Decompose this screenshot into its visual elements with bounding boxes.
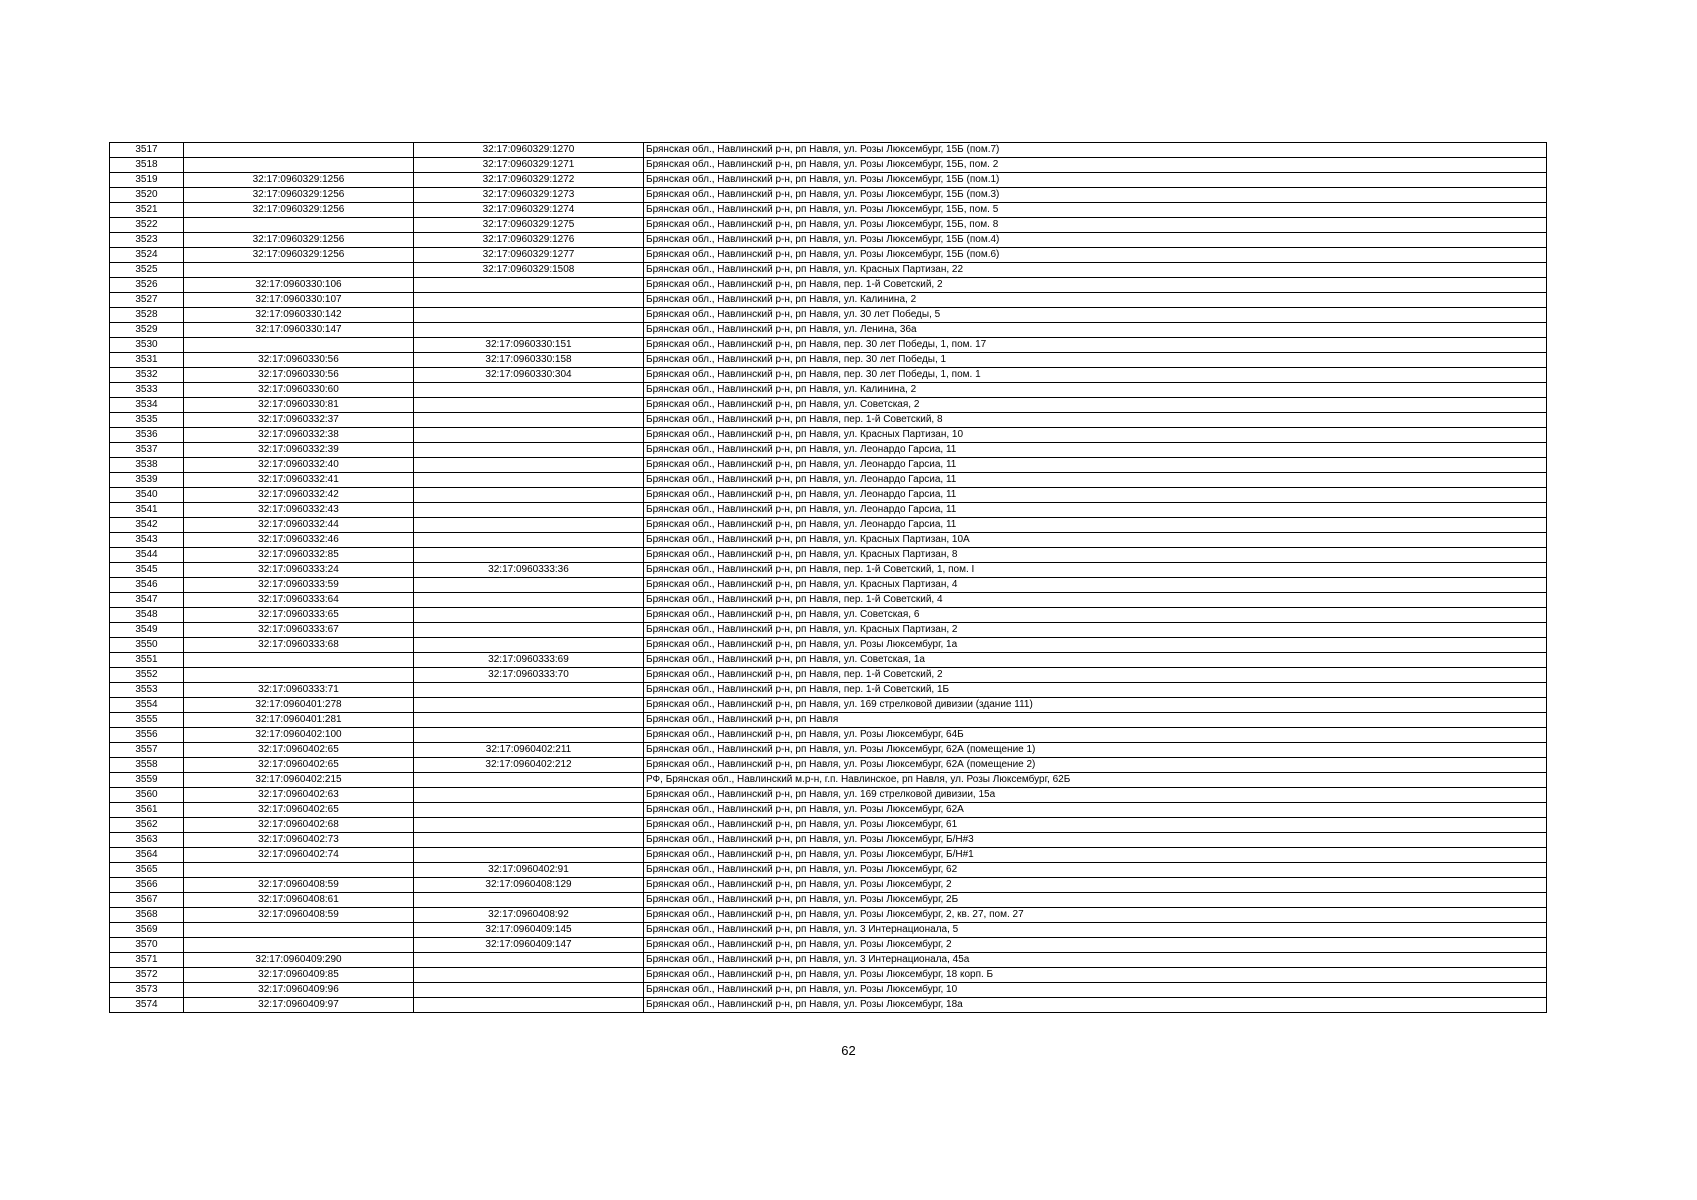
row-number-cell: 3558	[110, 758, 184, 773]
table-row	[110, 233, 1547, 248]
row-number-cell: 3560	[110, 788, 184, 803]
building-cadastral-number-cell: 32:17:0960333:69	[414, 653, 644, 668]
address-cell: Брянская обл., Навлинский р-н, рп Навля, ул. 3 Интернационала, 5	[644, 923, 1547, 938]
table-row	[110, 293, 1547, 308]
land-cadastral-number-cell: 32:17:0960332:42	[184, 488, 414, 503]
land-cadastral-number-cell: 32:17:0960402:73	[184, 833, 414, 848]
table-row	[110, 308, 1547, 323]
table-row	[110, 593, 1547, 608]
building-cadastral-number-cell: 32:17:0960402:212	[414, 758, 644, 773]
table-row	[110, 833, 1547, 848]
row-number-cell: 3519	[110, 173, 184, 188]
building-cadastral-number-cell	[414, 818, 644, 833]
row-number-cell: 3556	[110, 728, 184, 743]
address-cell: Брянская обл., Навлинский р-н, рп Навля, ул. Розы Люксембург, 18а	[644, 998, 1547, 1013]
building-cadastral-number-cell	[414, 833, 644, 848]
building-cadastral-number-cell	[414, 443, 644, 458]
row-number-cell: 3563	[110, 833, 184, 848]
building-cadastral-number-cell	[414, 413, 644, 428]
building-cadastral-number-cell	[414, 518, 644, 533]
land-cadastral-number-cell: 32:17:0960408:59	[184, 878, 414, 893]
address-cell: Брянская обл., Навлинский р-н, рп Навля, ул. Розы Люксембург, 62А (помещение 1)	[644, 743, 1547, 758]
building-cadastral-number-cell: 32:17:0960409:147	[414, 938, 644, 953]
table-row	[110, 473, 1547, 488]
address-cell: Брянская обл., Навлинский р-н, рп Навля, ул. Розы Люксембург, 1а	[644, 638, 1547, 653]
address-cell: Брянская обл., Навлинский р-н, рп Навля, ул. Леонардо Гарсиа, 11	[644, 503, 1547, 518]
row-number-cell: 3553	[110, 683, 184, 698]
table-row	[110, 878, 1547, 893]
table-row	[110, 668, 1547, 683]
building-cadastral-number-cell	[414, 383, 644, 398]
building-cadastral-number-cell: 32:17:0960329:1275	[414, 218, 644, 233]
building-cadastral-number-cell: 32:17:0960329:1274	[414, 203, 644, 218]
table-row	[110, 563, 1547, 578]
land-cadastral-number-cell	[184, 863, 414, 878]
table-row	[110, 698, 1547, 713]
land-cadastral-number-cell: 32:17:0960330:56	[184, 353, 414, 368]
address-cell: Брянская обл., Навлинский р-н, рп Навля, ул. Ленина, 36а	[644, 323, 1547, 338]
land-cadastral-number-cell: 32:17:0960329:1256	[184, 248, 414, 263]
address-cell: Брянская обл., Навлинский р-н, рп Навля, ул. 30 лет Победы, 5	[644, 308, 1547, 323]
address-cell: Брянская обл., Навлинский р-н, рп Навля, ул. Розы Люксембург, 15Б (пом.1)	[644, 173, 1547, 188]
row-number-cell: 3524	[110, 248, 184, 263]
row-number-cell: 3554	[110, 698, 184, 713]
table-row	[110, 623, 1547, 638]
table-row	[110, 728, 1547, 743]
row-number-cell: 3536	[110, 428, 184, 443]
row-number-cell: 3540	[110, 488, 184, 503]
row-number-cell: 3521	[110, 203, 184, 218]
address-cell: Брянская обл., Навлинский р-н, рп Навля, пер. 30 лет Победы, 1, пом. 1	[644, 368, 1547, 383]
address-cell: Брянская обл., Навлинский р-н, рп Навля, ул. Красных Партизан, 10	[644, 428, 1547, 443]
row-number-cell: 3547	[110, 593, 184, 608]
table-row	[110, 953, 1547, 968]
land-cadastral-number-cell: 32:17:0960408:61	[184, 893, 414, 908]
address-cell: Брянская обл., Навлинский р-н, рп Навля, пер. 30 лет Победы, 1	[644, 353, 1547, 368]
table-row	[110, 758, 1547, 773]
row-number-cell: 3520	[110, 188, 184, 203]
building-cadastral-number-cell: 32:17:0960330:158	[414, 353, 644, 368]
address-cell: Брянская обл., Навлинский р-н, рп Навля, пер. 1-й Советский, 8	[644, 413, 1547, 428]
building-cadastral-number-cell	[414, 713, 644, 728]
table-row	[110, 338, 1547, 353]
address-cell: Брянская обл., Навлинский р-н, рп Навля, пер. 1-й Советский, 2	[644, 278, 1547, 293]
building-cadastral-number-cell	[414, 398, 644, 413]
row-number-cell: 3541	[110, 503, 184, 518]
address-cell: Брянская обл., Навлинский р-н, рп Навля, ул. 169 стрелковой дивизии, 15а	[644, 788, 1547, 803]
table-row	[110, 533, 1547, 548]
building-cadastral-number-cell	[414, 638, 644, 653]
table-row	[110, 383, 1547, 398]
row-number-cell: 3525	[110, 263, 184, 278]
table-row	[110, 323, 1547, 338]
address-cell: Брянская обл., Навлинский р-н, рп Навля, ул. Красных Партизан, 10А	[644, 533, 1547, 548]
row-number-cell: 3552	[110, 668, 184, 683]
address-cell: Брянская обл., Навлинский р-н, рп Навля, ул. Советская, 1а	[644, 653, 1547, 668]
land-cadastral-number-cell: 32:17:0960408:59	[184, 908, 414, 923]
land-cadastral-number-cell: 32:17:0960401:278	[184, 698, 414, 713]
table-row	[110, 413, 1547, 428]
land-cadastral-number-cell: 32:17:0960329:1256	[184, 173, 414, 188]
row-number-cell: 3573	[110, 983, 184, 998]
address-cell: Брянская обл., Навлинский р-н, рп Навля, ул. Розы Люксембург, 62А	[644, 803, 1547, 818]
land-cadastral-number-cell: 32:17:0960333:71	[184, 683, 414, 698]
land-cadastral-number-cell: 32:17:0960329:1256	[184, 203, 414, 218]
row-number-cell: 3548	[110, 608, 184, 623]
building-cadastral-number-cell	[414, 458, 644, 473]
building-cadastral-number-cell	[414, 473, 644, 488]
table-row	[110, 143, 1547, 158]
building-cadastral-number-cell: 32:17:0960329:1271	[414, 158, 644, 173]
address-cell: Брянская обл., Навлинский р-н, рп Навля, ул. Розы Люксембург, 2, кв. 27, пом. 27	[644, 908, 1547, 923]
table-row	[110, 353, 1547, 368]
land-cadastral-number-cell: 32:17:0960329:1256	[184, 188, 414, 203]
land-cadastral-number-cell: 32:17:0960333:59	[184, 578, 414, 593]
row-number-cell: 3549	[110, 623, 184, 638]
table-row	[110, 848, 1547, 863]
building-cadastral-number-cell: 32:17:0960329:1272	[414, 173, 644, 188]
building-cadastral-number-cell	[414, 488, 644, 503]
address-cell: Брянская обл., Навлинский р-н, рп Навля, ул. Советская, 6	[644, 608, 1547, 623]
land-cadastral-number-cell	[184, 263, 414, 278]
table-row	[110, 503, 1547, 518]
building-cadastral-number-cell: 32:17:0960329:1277	[414, 248, 644, 263]
building-cadastral-number-cell	[414, 728, 644, 743]
registry-table	[109, 142, 1547, 1013]
address-cell: Брянская обл., Навлинский р-н, рп Навля, ул. Леонардо Гарсиа, 11	[644, 488, 1547, 503]
building-cadastral-number-cell	[414, 698, 644, 713]
land-cadastral-number-cell	[184, 653, 414, 668]
address-cell: Брянская обл., Навлинский р-н, рп Навля, ул. Красных Партизан, 2	[644, 623, 1547, 638]
address-cell: Брянская обл., Навлинский р-н, рп Навля, ул. Розы Люксембург, 62	[644, 863, 1547, 878]
building-cadastral-number-cell	[414, 848, 644, 863]
land-cadastral-number-cell: 32:17:0960402:65	[184, 803, 414, 818]
row-number-cell: 3566	[110, 878, 184, 893]
land-cadastral-number-cell: 32:17:0960402:63	[184, 788, 414, 803]
address-cell: Брянская обл., Навлинский р-н, рп Навля, пер. 1-й Советский, 1Б	[644, 683, 1547, 698]
building-cadastral-number-cell	[414, 773, 644, 788]
land-cadastral-number-cell: 32:17:0960332:37	[184, 413, 414, 428]
land-cadastral-number-cell: 32:17:0960329:1256	[184, 233, 414, 248]
land-cadastral-number-cell: 32:17:0960330:81	[184, 398, 414, 413]
address-cell: Брянская обл., Навлинский р-н, рп Навля, ул. Розы Люксембург, 15Б (пом.7)	[644, 143, 1547, 158]
land-cadastral-number-cell: 32:17:0960409:85	[184, 968, 414, 983]
address-cell: Брянская обл., Навлинский р-н, рп Навля, ул. Красных Партизан, 8	[644, 548, 1547, 563]
address-cell: Брянская обл., Навлинский р-н, рп Навля, ул. Красных Партизан, 4	[644, 578, 1547, 593]
row-number-cell: 3542	[110, 518, 184, 533]
land-cadastral-number-cell: 32:17:0960332:43	[184, 503, 414, 518]
building-cadastral-number-cell	[414, 578, 644, 593]
address-cell: Брянская обл., Навлинский р-н, рп Навля, ул. Розы Люксембург, Б/Н#1	[644, 848, 1547, 863]
building-cadastral-number-cell: 32:17:0960408:92	[414, 908, 644, 923]
land-cadastral-number-cell	[184, 938, 414, 953]
address-cell: Брянская обл., Навлинский р-н, рп Навля, ул. Розы Люксембург, 62А (помещение 2)	[644, 758, 1547, 773]
building-cadastral-number-cell	[414, 428, 644, 443]
row-number-cell: 3532	[110, 368, 184, 383]
table-row	[110, 638, 1547, 653]
land-cadastral-number-cell	[184, 143, 414, 158]
land-cadastral-number-cell: 32:17:0960402:65	[184, 758, 414, 773]
building-cadastral-number-cell: 32:17:0960329:1276	[414, 233, 644, 248]
row-number-cell: 3538	[110, 458, 184, 473]
address-cell: Брянская обл., Навлинский р-н, рп Навля, ул. Советская, 2	[644, 398, 1547, 413]
building-cadastral-number-cell	[414, 278, 644, 293]
row-number-cell: 3537	[110, 443, 184, 458]
land-cadastral-number-cell: 32:17:0960402:74	[184, 848, 414, 863]
building-cadastral-number-cell	[414, 683, 644, 698]
land-cadastral-number-cell	[184, 338, 414, 353]
table-row	[110, 428, 1547, 443]
row-number-cell: 3544	[110, 548, 184, 563]
table-row	[110, 218, 1547, 233]
address-cell: Брянская обл., Навлинский р-н, рп Навля, ул. Розы Люксембург, 15Б, пом. 5	[644, 203, 1547, 218]
address-cell: Брянская обл., Навлинский р-н, рп Навля, ул. 169 стрелковой дивизии (здание 111)	[644, 698, 1547, 713]
address-cell: Брянская обл., Навлинский р-н, рп Навля, ул. Калинина, 2	[644, 383, 1547, 398]
table-row	[110, 248, 1547, 263]
address-cell: Брянская обл., Навлинский р-н, рп Навля, ул. Розы Люксембург, 15Б (пом.6)	[644, 248, 1547, 263]
building-cadastral-number-cell	[414, 953, 644, 968]
address-cell: Брянская обл., Навлинский р-н, рп Навля, ул. Леонардо Гарсиа, 11	[644, 458, 1547, 473]
table-row	[110, 458, 1547, 473]
land-cadastral-number-cell: 32:17:0960332:44	[184, 518, 414, 533]
land-cadastral-number-cell: 32:17:0960333:24	[184, 563, 414, 578]
table-row	[110, 548, 1547, 563]
table-row	[110, 578, 1547, 593]
table-row	[110, 398, 1547, 413]
building-cadastral-number-cell: 32:17:0960333:70	[414, 668, 644, 683]
row-number-cell: 3527	[110, 293, 184, 308]
building-cadastral-number-cell	[414, 983, 644, 998]
address-cell: Брянская обл., Навлинский р-н, рп Навля, ул. Розы Люксембург, 2Б	[644, 893, 1547, 908]
building-cadastral-number-cell	[414, 308, 644, 323]
address-cell: Брянская обл., Навлинский р-н, рп Навля, ул. Розы Люксембург, 2	[644, 938, 1547, 953]
building-cadastral-number-cell	[414, 533, 644, 548]
address-cell: Брянская обл., Навлинский р-н, рп Навля, ул. Розы Люксембург, 18 корп. Б	[644, 968, 1547, 983]
land-cadastral-number-cell: 32:17:0960402:100	[184, 728, 414, 743]
land-cadastral-number-cell: 32:17:0960330:142	[184, 308, 414, 323]
land-cadastral-number-cell: 32:17:0960402:215	[184, 773, 414, 788]
row-number-cell: 3564	[110, 848, 184, 863]
table-row	[110, 743, 1547, 758]
land-cadastral-number-cell: 32:17:0960333:65	[184, 608, 414, 623]
land-cadastral-number-cell	[184, 158, 414, 173]
building-cadastral-number-cell: 32:17:0960330:304	[414, 368, 644, 383]
table-row	[110, 158, 1547, 173]
land-cadastral-number-cell: 32:17:0960332:38	[184, 428, 414, 443]
building-cadastral-number-cell: 32:17:0960408:129	[414, 878, 644, 893]
row-number-cell: 3557	[110, 743, 184, 758]
address-cell: Брянская обл., Навлинский р-н, рп Навля, пер. 1-й Советский, 4	[644, 593, 1547, 608]
building-cadastral-number-cell	[414, 503, 644, 518]
table-row	[110, 278, 1547, 293]
land-cadastral-number-cell: 32:17:0960402:68	[184, 818, 414, 833]
table-row	[110, 518, 1547, 533]
land-cadastral-number-cell: 32:17:0960409:96	[184, 983, 414, 998]
land-cadastral-number-cell: 32:17:0960330:60	[184, 383, 414, 398]
land-cadastral-number-cell: 32:17:0960332:39	[184, 443, 414, 458]
building-cadastral-number-cell: 32:17:0960330:151	[414, 338, 644, 353]
row-number-cell: 3550	[110, 638, 184, 653]
row-number-cell: 3559	[110, 773, 184, 788]
land-cadastral-number-cell: 32:17:0960401:281	[184, 713, 414, 728]
address-cell: Брянская обл., Навлинский р-н, рп Навля, ул. Красных Партизан, 22	[644, 263, 1547, 278]
table-row	[110, 938, 1547, 953]
address-cell: Брянская обл., Навлинский р-н, рп Навля, пер. 1-й Советский, 1, пом. I	[644, 563, 1547, 578]
row-number-cell: 3526	[110, 278, 184, 293]
land-cadastral-number-cell: 32:17:0960409:97	[184, 998, 414, 1013]
land-cadastral-number-cell: 32:17:0960332:41	[184, 473, 414, 488]
address-cell: Брянская обл., Навлинский р-н, рп Навля, ул. Розы Люксембург, 64Б	[644, 728, 1547, 743]
building-cadastral-number-cell	[414, 968, 644, 983]
table-row	[110, 203, 1547, 218]
table-row	[110, 893, 1547, 908]
address-cell: Брянская обл., Навлинский р-н, рп Навля, ул. Розы Люксембург, 15Б (пом.3)	[644, 188, 1547, 203]
land-cadastral-number-cell: 32:17:0960332:40	[184, 458, 414, 473]
building-cadastral-number-cell	[414, 293, 644, 308]
address-cell: Брянская обл., Навлинский р-н, рп Навля, ул. Розы Люксембург, 15Б (пом.4)	[644, 233, 1547, 248]
address-cell: Брянская обл., Навлинский р-н, рп Навля, пер. 1-й Советский, 2	[644, 668, 1547, 683]
row-number-cell: 3572	[110, 968, 184, 983]
page-number: 62	[841, 1043, 856, 1058]
table-row	[110, 173, 1547, 188]
row-number-cell: 3565	[110, 863, 184, 878]
building-cadastral-number-cell: 32:17:0960329:1270	[414, 143, 644, 158]
table-row	[110, 653, 1547, 668]
building-cadastral-number-cell	[414, 803, 644, 818]
building-cadastral-number-cell: 32:17:0960402:91	[414, 863, 644, 878]
address-cell: Брянская обл., Навлинский р-н, рп Навля, ул. Леонардо Гарсиа, 11	[644, 443, 1547, 458]
row-number-cell: 3561	[110, 803, 184, 818]
row-number-cell: 3569	[110, 923, 184, 938]
row-number-cell: 3551	[110, 653, 184, 668]
building-cadastral-number-cell	[414, 998, 644, 1013]
row-number-cell: 3529	[110, 323, 184, 338]
address-cell: Брянская обл., Навлинский р-н, рп Навля, пер. 30 лет Победы, 1, пом. 17	[644, 338, 1547, 353]
table-row	[110, 818, 1547, 833]
land-cadastral-number-cell: 32:17:0960330:106	[184, 278, 414, 293]
address-cell: Брянская обл., Навлинский р-н, рп Навля, ул. Леонардо Гарсиа, 11	[644, 518, 1547, 533]
row-number-cell: 3545	[110, 563, 184, 578]
land-cadastral-number-cell	[184, 668, 414, 683]
land-cadastral-number-cell: 32:17:0960402:65	[184, 743, 414, 758]
row-number-cell: 3522	[110, 218, 184, 233]
building-cadastral-number-cell: 32:17:0960409:145	[414, 923, 644, 938]
address-cell: Брянская обл., Навлинский р-н, рп Навля, ул. Леонардо Гарсиа, 11	[644, 473, 1547, 488]
land-cadastral-number-cell: 32:17:0960330:56	[184, 368, 414, 383]
address-cell: Брянская обл., Навлинский р-н, рп Навля, ул. 3 Интернационала, 45а	[644, 953, 1547, 968]
table-row	[110, 803, 1547, 818]
address-cell: Брянская обл., Навлинский р-н, рп Навля, ул. Розы Люксембург, 15Б, пом. 8	[644, 218, 1547, 233]
row-number-cell: 3574	[110, 998, 184, 1013]
row-number-cell: 3562	[110, 818, 184, 833]
row-number-cell: 3531	[110, 353, 184, 368]
building-cadastral-number-cell: 32:17:0960329:1508	[414, 263, 644, 278]
building-cadastral-number-cell	[414, 548, 644, 563]
land-cadastral-number-cell: 32:17:0960409:290	[184, 953, 414, 968]
row-number-cell: 3518	[110, 158, 184, 173]
table-row	[110, 683, 1547, 698]
land-cadastral-number-cell: 32:17:0960333:68	[184, 638, 414, 653]
address-cell: Брянская обл., Навлинский р-н, рп Навля, ул. Розы Люксембург, 61	[644, 818, 1547, 833]
table-row	[110, 713, 1547, 728]
row-number-cell: 3571	[110, 953, 184, 968]
address-cell: Брянская обл., Навлинский р-н, рп Навля, ул. Калинина, 2	[644, 293, 1547, 308]
table-row	[110, 188, 1547, 203]
building-cadastral-number-cell	[414, 893, 644, 908]
building-cadastral-number-cell: 32:17:0960402:211	[414, 743, 644, 758]
table-row	[110, 443, 1547, 458]
row-number-cell: 3567	[110, 893, 184, 908]
row-number-cell: 3533	[110, 383, 184, 398]
table-row	[110, 788, 1547, 803]
table-row	[110, 488, 1547, 503]
land-cadastral-number-cell: 32:17:0960330:147	[184, 323, 414, 338]
address-cell: Брянская обл., Навлинский р-н, рп Навля, ул. Розы Люксембург, 10	[644, 983, 1547, 998]
row-number-cell: 3530	[110, 338, 184, 353]
row-number-cell: 3517	[110, 143, 184, 158]
land-cadastral-number-cell: 32:17:0960333:64	[184, 593, 414, 608]
row-number-cell: 3546	[110, 578, 184, 593]
address-cell: Брянская обл., Навлинский р-н, рп Навля	[644, 713, 1547, 728]
row-number-cell: 3539	[110, 473, 184, 488]
building-cadastral-number-cell	[414, 608, 644, 623]
table-row	[110, 923, 1547, 938]
land-cadastral-number-cell	[184, 923, 414, 938]
land-cadastral-number-cell: 32:17:0960332:46	[184, 533, 414, 548]
row-number-cell: 3555	[110, 713, 184, 728]
land-cadastral-number-cell: 32:17:0960333:67	[184, 623, 414, 638]
address-cell: Брянская обл., Навлинский р-н, рп Навля, ул. Розы Люксембург, 2	[644, 878, 1547, 893]
table-row	[110, 608, 1547, 623]
row-number-cell: 3534	[110, 398, 184, 413]
land-cadastral-number-cell: 32:17:0960330:107	[184, 293, 414, 308]
table-row	[110, 263, 1547, 278]
building-cadastral-number-cell	[414, 323, 644, 338]
row-number-cell: 3535	[110, 413, 184, 428]
row-number-cell: 3570	[110, 938, 184, 953]
address-cell: РФ, Брянская обл., Навлинский м.р-н, г.п. Навлинское, рп Навля, ул. Розы Люксембург, 62Б	[644, 773, 1547, 788]
registry-table-body	[110, 143, 1547, 1013]
building-cadastral-number-cell	[414, 593, 644, 608]
table-row	[110, 368, 1547, 383]
building-cadastral-number-cell	[414, 623, 644, 638]
table-row	[110, 968, 1547, 983]
table-row	[110, 983, 1547, 998]
table-row	[110, 773, 1547, 788]
table-row	[110, 998, 1547, 1013]
row-number-cell: 3528	[110, 308, 184, 323]
address-cell: Брянская обл., Навлинский р-н, рп Навля, ул. Розы Люксембург, Б/Н#3	[644, 833, 1547, 848]
table-row	[110, 863, 1547, 878]
building-cadastral-number-cell	[414, 788, 644, 803]
row-number-cell: 3543	[110, 533, 184, 548]
building-cadastral-number-cell: 32:17:0960329:1273	[414, 188, 644, 203]
building-cadastral-number-cell: 32:17:0960333:36	[414, 563, 644, 578]
row-number-cell: 3568	[110, 908, 184, 923]
address-cell: Брянская обл., Навлинский р-н, рп Навля, ул. Розы Люксембург, 15Б, пом. 2	[644, 158, 1547, 173]
row-number-cell: 3523	[110, 233, 184, 248]
table-row	[110, 908, 1547, 923]
land-cadastral-number-cell: 32:17:0960332:85	[184, 548, 414, 563]
land-cadastral-number-cell	[184, 218, 414, 233]
